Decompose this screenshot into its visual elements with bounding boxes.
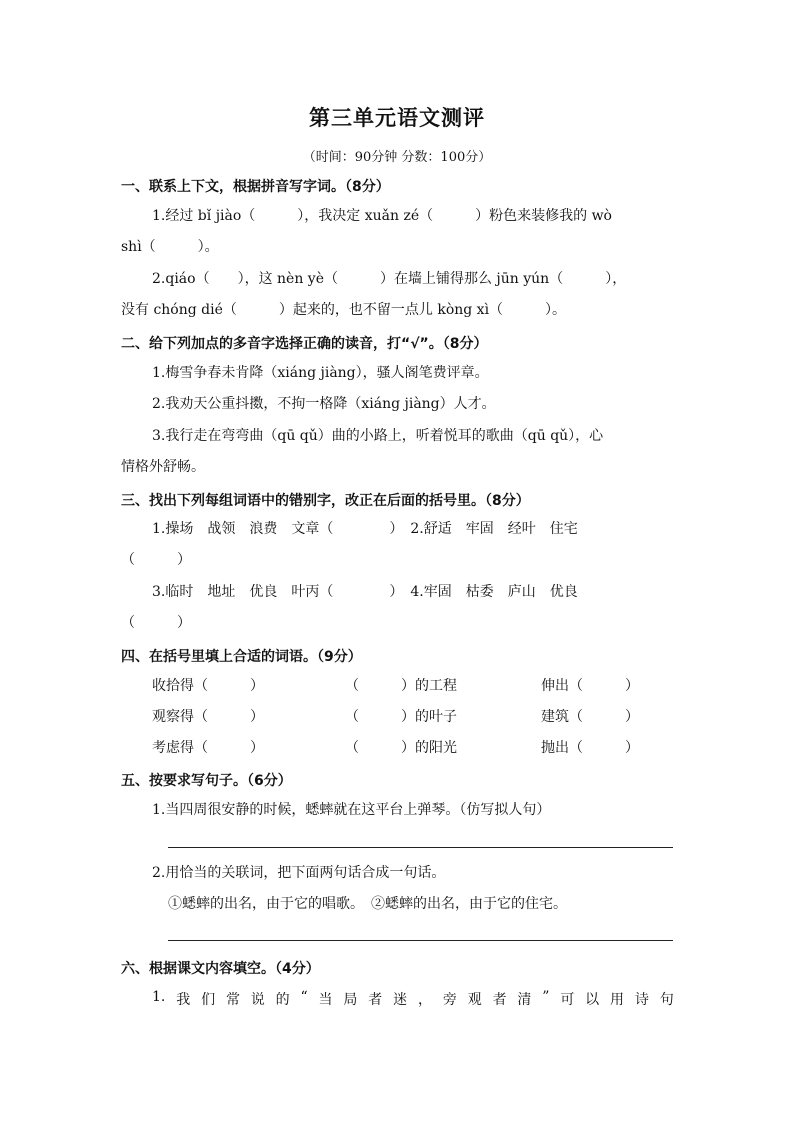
s6-char: 迷: [393, 992, 408, 1008]
s6-char: 们: [201, 992, 216, 1008]
section-4-heading: 四、在括号里填上合适的词语。（9分）: [121, 649, 362, 665]
s4-row-3-col-2: （ ）的阳光: [345, 740, 457, 756]
s6-char: 可: [560, 992, 575, 1008]
s4-row-1-col-3: 伸出（ ）: [541, 678, 639, 694]
s6-char: 常: [225, 992, 240, 1008]
s6-char: 说: [250, 992, 265, 1008]
s6-char: ，: [417, 992, 432, 1008]
s2-line-3: 3.我行走在弯弯曲（qū qǔ）曲的小路上，听着悦耳的歌曲（qū qǔ），心: [152, 428, 604, 444]
s6-char: 1.: [152, 989, 166, 1005]
s1-line-2: shì（ ）。: [121, 239, 219, 255]
s5-line-2: 2.用恰当的关联词，把下面两句话合成一句话。: [152, 865, 446, 881]
s6-char: 诗: [634, 992, 649, 1008]
s6-char: 句: [659, 992, 674, 1008]
s2-line-1: 1.梅雪争春未肯降（xiáng jiàng），骚人阁笔费评章。: [152, 365, 489, 381]
s1-line-3: 2.qiáo（ ），这 nèn yè（ ）在墙上铺得那么 jūn yún（ ），: [152, 271, 627, 287]
s5-line-3: ①蟋蟀的出名，由于它的唱歌。 ②蟋蟀的出名，由于它的住宅。: [168, 896, 567, 912]
s1-line-1: 1.经过 bǐ jiào（ ），我决定 xuǎn zé（ ）粉色来装修我的 wò: [152, 208, 612, 224]
s6-char: 用: [610, 992, 625, 1008]
s4-row-3-col-1: 考虑得（ ）: [152, 740, 264, 756]
s6-char: 局: [343, 992, 358, 1008]
s6-char: 我: [176, 992, 191, 1008]
s3-line-2: （ ）: [121, 552, 191, 568]
section-5-heading: 五、按要求写句子。（6分）: [121, 773, 292, 789]
s6-char: 当: [318, 992, 333, 1008]
s3-line-3: 3.临时 地址 优良 叶丙（ ） 4.牢固 枯委 庐山 优良: [152, 584, 578, 600]
s5-line-1: 1.当四周很安静的时候，蟋蟀就在这平台上弹琴。（仿写拟人句）: [152, 802, 551, 818]
s6-line-1: [152, 989, 674, 1009]
s4-row-2-col-3: 建筑（ ）: [541, 709, 639, 725]
section-6-heading: 六、根据课文内容填空。（4分）: [121, 961, 320, 977]
s4-row-3-col-3: 抛出（ ）: [541, 740, 639, 756]
s4-row-2-col-2: （ ）的叶子: [345, 709, 457, 725]
s4-row-1-col-2: （ ）的工程: [345, 678, 457, 694]
s6-char: 以: [585, 992, 600, 1008]
s6-char: 旁: [442, 992, 457, 1008]
section-1-heading: 一、联系上下文，根据拼音写字词。（8分）: [121, 179, 390, 195]
section-2-heading: 二、给下列加点的多音字选择正确的读音，打“√”。（8分）: [121, 336, 488, 352]
page-title: 第三单元语文测评: [309, 106, 485, 130]
s3-line-1: 1.操场 战领 浪费 文章（ ） 2.舒适 牢固 经叶 住宅: [152, 521, 578, 537]
s6-char: 观: [467, 992, 482, 1008]
s4-row-1-col-1: 收拾得（ ）: [152, 678, 264, 694]
s6-char: “: [300, 989, 308, 1005]
s6-char: 清: [517, 992, 532, 1008]
s1-line-4: 没有 chóng dié（ ）起来的，也不留一点儿 kòng xì（ ）。: [121, 302, 567, 318]
s6-char: ”: [542, 989, 550, 1005]
section-3-heading: 三、找出下列每组词语中的错别字，改正在后面的括号里。（8分）: [121, 493, 530, 509]
s3-line-4: （ ）: [121, 615, 191, 631]
s6-char: 者: [492, 992, 507, 1008]
s2-line-4: 情格外舒畅。: [121, 459, 205, 475]
page-subtitle: （时间：90分钟 分数：100分）: [302, 150, 492, 165]
s2-line-2: 2.我劝天公重抖擞，不拘一格降（xiáng jiàng）人才。: [152, 396, 496, 412]
s6-char: 者: [368, 992, 383, 1008]
s6-char: 的: [275, 992, 290, 1008]
answer-line-1[interactable]: [168, 847, 673, 848]
s4-row-2-col-1: 观察得（ ）: [152, 709, 264, 725]
answer-line-2[interactable]: [168, 940, 673, 941]
